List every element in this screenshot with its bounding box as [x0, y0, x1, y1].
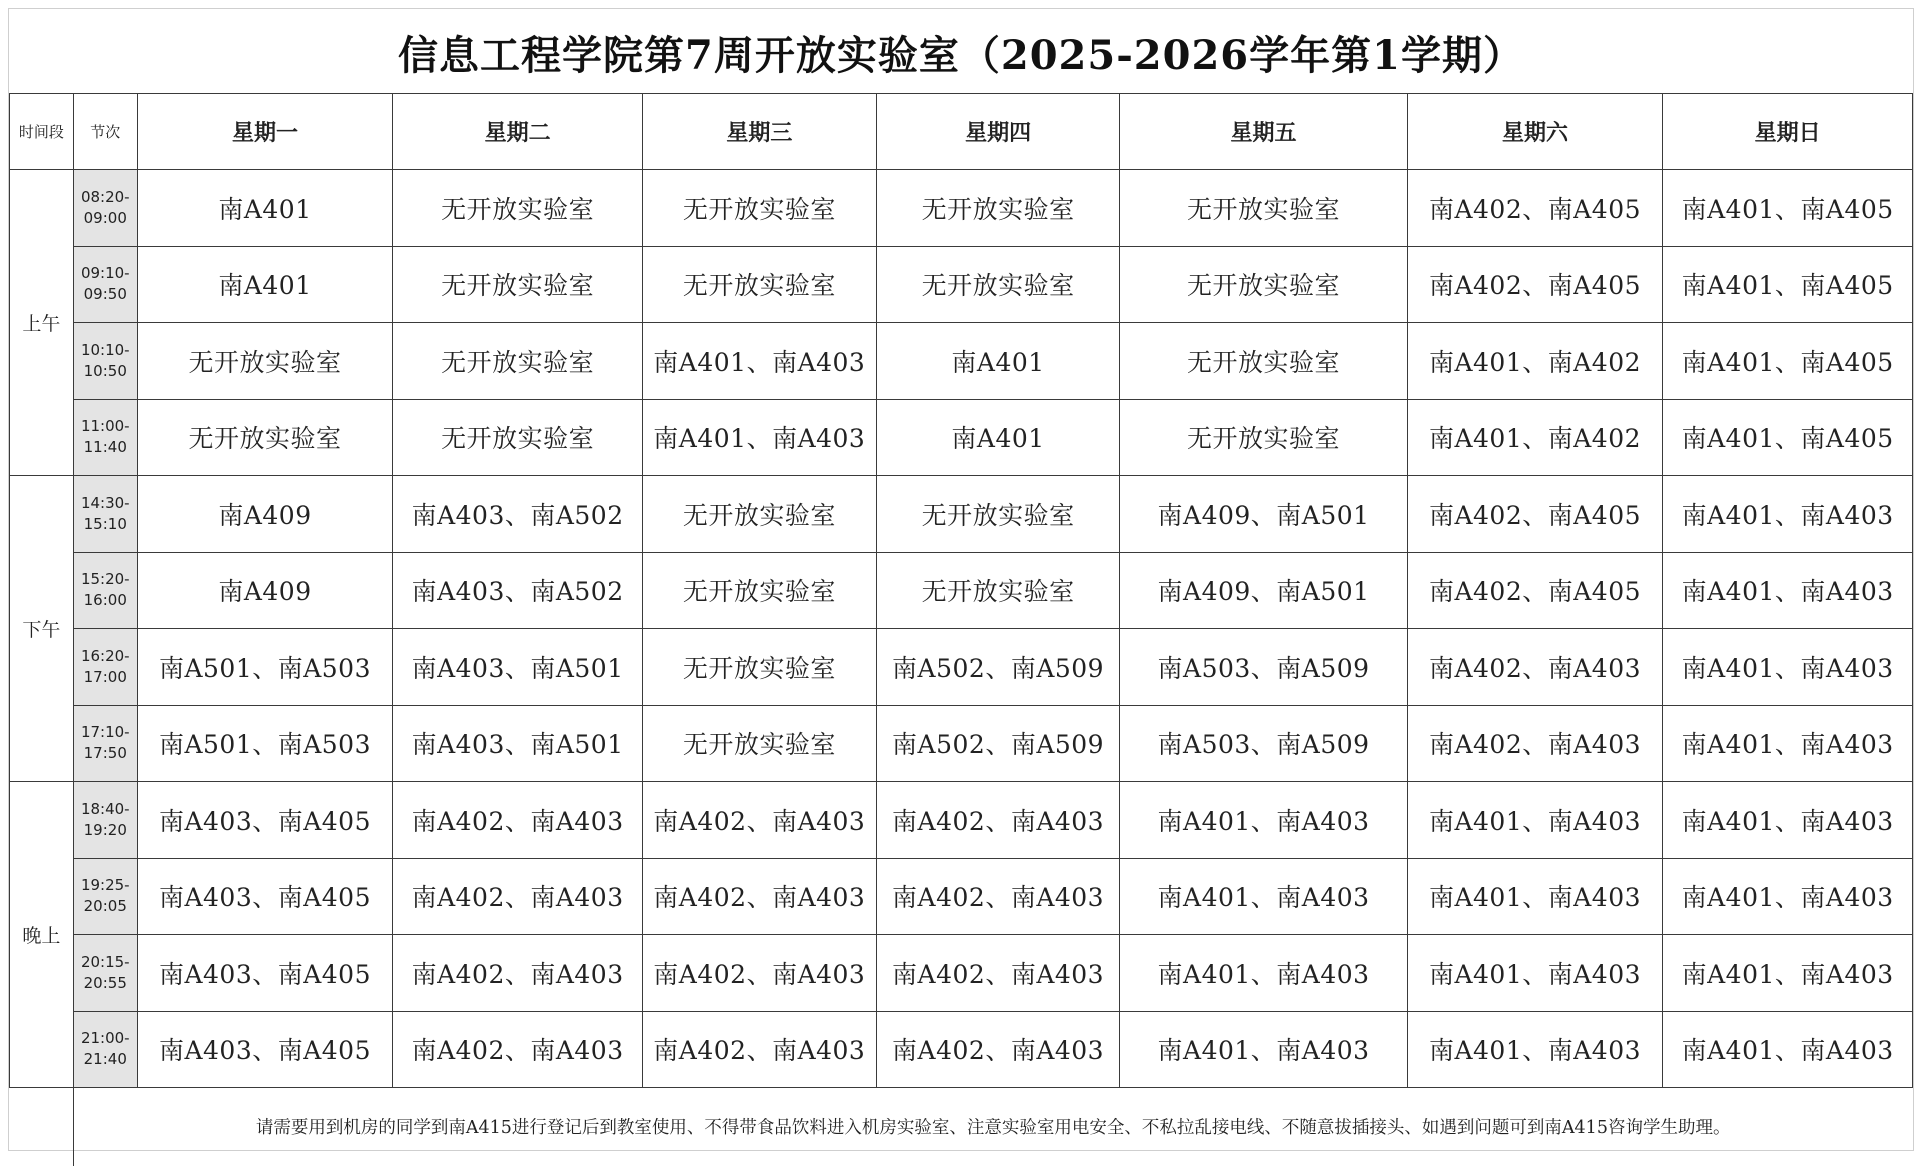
lab-cell: 无开放实验室: [642, 246, 876, 323]
time-slot-line: 09:00: [83, 208, 127, 227]
table-row: [10, 629, 1913, 706]
lab-cell: 无开放实验室: [393, 170, 643, 247]
lab-cell: 南A502、南A509: [876, 629, 1120, 706]
lab-cell: 南A409、南A501: [1120, 476, 1407, 553]
time-slot-line: 17:10-: [80, 723, 130, 742]
time-slot-line: 20:15-: [80, 952, 130, 971]
time-slot-line: 15:10: [83, 514, 127, 533]
time-slot: [73, 552, 137, 629]
time-slot: [73, 246, 137, 323]
lab-cell: 南A402、南A405: [1407, 170, 1663, 247]
lab-cell: 南A402、南A405: [1407, 552, 1663, 629]
lab-cell: 南A401、南A403: [1407, 858, 1663, 935]
header-day: 星期二: [393, 94, 643, 170]
lab-cell: 南A502、南A509: [876, 705, 1120, 782]
lab-cell: 南A401、南A403: [1120, 858, 1407, 935]
lab-cell: 无开放实验室: [137, 399, 393, 476]
lab-cell: 无开放实验室: [876, 246, 1120, 323]
period-label: 下午: [10, 476, 74, 782]
lab-cell: 南A401、南A403: [1407, 782, 1663, 859]
lab-cell: 南A402、南A403: [393, 858, 643, 935]
lab-cell: 无开放实验室: [642, 705, 876, 782]
lab-cell: 南A402、南A403: [642, 935, 876, 1012]
table-row: [10, 935, 1913, 1012]
time-slot-line: 08:20-: [80, 187, 130, 206]
time-slot-line: 20:55: [83, 973, 127, 992]
time-slot: [73, 323, 137, 400]
lab-cell: 南A501、南A503: [137, 629, 393, 706]
lab-cell: 南A401、南A403: [1663, 552, 1913, 629]
lab-schedule-table: [9, 93, 1913, 1166]
time-slot-line: 14:30-: [80, 493, 130, 512]
lab-cell: 无开放实验室: [393, 399, 643, 476]
lab-cell: 南A401、南A403: [1663, 705, 1913, 782]
time-slot: [73, 782, 137, 859]
lab-cell: 南A402、南A403: [1407, 705, 1663, 782]
lab-cell: 南A403、南A501: [393, 705, 643, 782]
lab-cell: 南A401、南A403: [1663, 476, 1913, 553]
lab-cell: 无开放实验室: [876, 170, 1120, 247]
time-slot-line: 16:00: [83, 591, 127, 610]
time-slot: [73, 170, 137, 247]
lab-cell: 南A409: [137, 476, 393, 553]
time-slot-line: 20:05: [83, 897, 127, 916]
lab-cell: 无开放实验室: [876, 476, 1120, 553]
schedule-sheet: [8, 8, 1914, 1151]
time-slot-line: 11:40: [83, 438, 127, 457]
lab-cell: 南A402、南A403: [393, 935, 643, 1012]
lab-cell: 南A401、南A405: [1663, 170, 1913, 247]
time-slot: [73, 705, 137, 782]
header-day: 星期一: [137, 94, 393, 170]
time-slot-line: 21:40: [83, 1050, 127, 1069]
time-slot-line: 17:50: [83, 744, 127, 763]
note-spacer: [10, 1088, 74, 1166]
lab-cell: 南A402、南A403: [642, 1011, 876, 1088]
lab-cell: 无开放实验室: [876, 552, 1120, 629]
lab-cell: 南A401、南A405: [1663, 399, 1913, 476]
time-slot: [73, 476, 137, 553]
lab-cell: 南A401、南A403: [1663, 629, 1913, 706]
header-day: 星期日: [1663, 94, 1913, 170]
lab-cell: 南A401: [137, 246, 393, 323]
table-row: [10, 858, 1913, 935]
table-row: [10, 705, 1913, 782]
lab-cell: 南A503、南A509: [1120, 629, 1407, 706]
lab-cell: 南A401、南A402: [1407, 399, 1663, 476]
lab-cell: 南A409: [137, 552, 393, 629]
lab-cell: 南A403、南A405: [137, 858, 393, 935]
lab-cell: 无开放实验室: [642, 170, 876, 247]
lab-cell: 南A401、南A405: [1663, 246, 1913, 323]
lab-cell: 无开放实验室: [137, 323, 393, 400]
lab-cell: 南A409、南A501: [1120, 552, 1407, 629]
time-slot-line: 18:40-: [80, 799, 130, 818]
lab-cell: 南A403、南A405: [137, 782, 393, 859]
table-row: [10, 323, 1913, 400]
lab-cell: 南A402、南A403: [642, 782, 876, 859]
lab-cell: 南A402、南A403: [393, 782, 643, 859]
lab-cell: 南A401、南A403: [1663, 782, 1913, 859]
lab-cell: 南A401、南A403: [642, 399, 876, 476]
time-slot-line: 10:50: [83, 361, 127, 380]
table-row: [10, 246, 1913, 323]
table-row: [10, 782, 1913, 859]
time-slot-line: 19:20: [83, 820, 127, 839]
lab-cell: 南A501、南A503: [137, 705, 393, 782]
time-slot-line: 15:20-: [80, 570, 130, 589]
lab-cell: 无开放实验室: [642, 629, 876, 706]
lab-cell: 南A403、南A502: [393, 552, 643, 629]
lab-cell: 南A401、南A403: [1407, 935, 1663, 1012]
lab-cell: 南A401、南A403: [1663, 1011, 1913, 1088]
header-day: 星期四: [876, 94, 1120, 170]
lab-cell: 南A401、南A403: [1663, 858, 1913, 935]
table-row: [10, 399, 1913, 476]
table-row: [10, 552, 1913, 629]
time-slot-line: 10:10-: [80, 340, 130, 359]
table-row: [10, 1011, 1913, 1088]
lab-cell: 南A401、南A402: [1407, 323, 1663, 400]
header-day: 星期三: [642, 94, 876, 170]
time-slot: [73, 935, 137, 1012]
lab-cell: 南A403、南A405: [137, 935, 393, 1012]
lab-cell: 无开放实验室: [642, 552, 876, 629]
time-slot-line: 09:10-: [80, 264, 130, 283]
lab-cell: 南A503、南A509: [1120, 705, 1407, 782]
lab-cell: 无开放实验室: [393, 246, 643, 323]
lab-cell: 无开放实验室: [642, 476, 876, 553]
time-slot: [73, 399, 137, 476]
lab-cell: 南A401、南A403: [1120, 1011, 1407, 1088]
header-period: 时间段: [10, 94, 74, 170]
lab-cell: 南A402、南A405: [1407, 476, 1663, 553]
header-row: [10, 94, 1913, 170]
lab-cell: 南A401、南A403: [1663, 935, 1913, 1012]
lab-cell: 南A402、南A403: [876, 782, 1120, 859]
lab-cell: 南A401、南A403: [1120, 782, 1407, 859]
lab-cell: 南A402、南A403: [642, 858, 876, 935]
time-slot-line: 09:50: [83, 285, 127, 304]
header-slot: 节次: [73, 94, 137, 170]
time-slot: [73, 858, 137, 935]
lab-cell: 南A401、南A405: [1663, 323, 1913, 400]
lab-cell: 南A403、南A405: [137, 1011, 393, 1088]
lab-cell: 无开放实验室: [393, 323, 643, 400]
time-slot: [73, 1011, 137, 1088]
lab-cell: 南A401、南A403: [642, 323, 876, 400]
lab-cell: 南A402、南A403: [1407, 629, 1663, 706]
lab-cell: 无开放实验室: [1120, 246, 1407, 323]
time-slot-line: 19:25-: [80, 876, 130, 895]
lab-cell: 南A402、南A403: [876, 858, 1120, 935]
time-slot-line: 17:00: [83, 667, 127, 686]
lab-cell: 南A402、南A405: [1407, 246, 1663, 323]
header-day: 星期六: [1407, 94, 1663, 170]
lab-cell: 南A403、南A502: [393, 476, 643, 553]
table-row: [10, 476, 1913, 553]
lab-cell: 无开放实验室: [1120, 399, 1407, 476]
lab-cell: 南A402、南A403: [393, 1011, 643, 1088]
page-title: 信息工程学院第7周开放实验室（2025-2026学年第1学期）: [398, 31, 1524, 79]
lab-cell: 南A402、南A403: [876, 935, 1120, 1012]
lab-cell: 无开放实验室: [1120, 323, 1407, 400]
period-label: 上午: [10, 170, 74, 476]
lab-cell: 南A402、南A403: [876, 1011, 1120, 1088]
period-label: 晚上: [10, 782, 74, 1088]
lab-cell: 南A401: [137, 170, 393, 247]
note-row: [10, 1088, 1913, 1166]
lab-cell: 南A403、南A501: [393, 629, 643, 706]
time-slot-line: 11:00-: [80, 417, 130, 436]
time-slot-line: 21:00-: [80, 1029, 130, 1048]
lab-cell: 南A401、南A403: [1120, 935, 1407, 1012]
lab-cell: 南A401: [876, 323, 1120, 400]
usage-notice: 请需要用到机房的同学到南A415进行登记后到教室使用、不得带食品饮料进入机房实验室、注意实验室用电安全、不私拉乱接电线、不随意拔插接头、如遇到问题可到南A415咨询学生助理。: [73, 1088, 1912, 1166]
lab-cell: 南A401、南A403: [1407, 1011, 1663, 1088]
lab-cell: 无开放实验室: [1120, 170, 1407, 247]
time-slot: [73, 629, 137, 706]
table-row: [10, 170, 1913, 247]
header-day: 星期五: [1120, 94, 1407, 170]
time-slot-line: 16:20-: [80, 646, 130, 665]
lab-cell: 南A401: [876, 399, 1120, 476]
